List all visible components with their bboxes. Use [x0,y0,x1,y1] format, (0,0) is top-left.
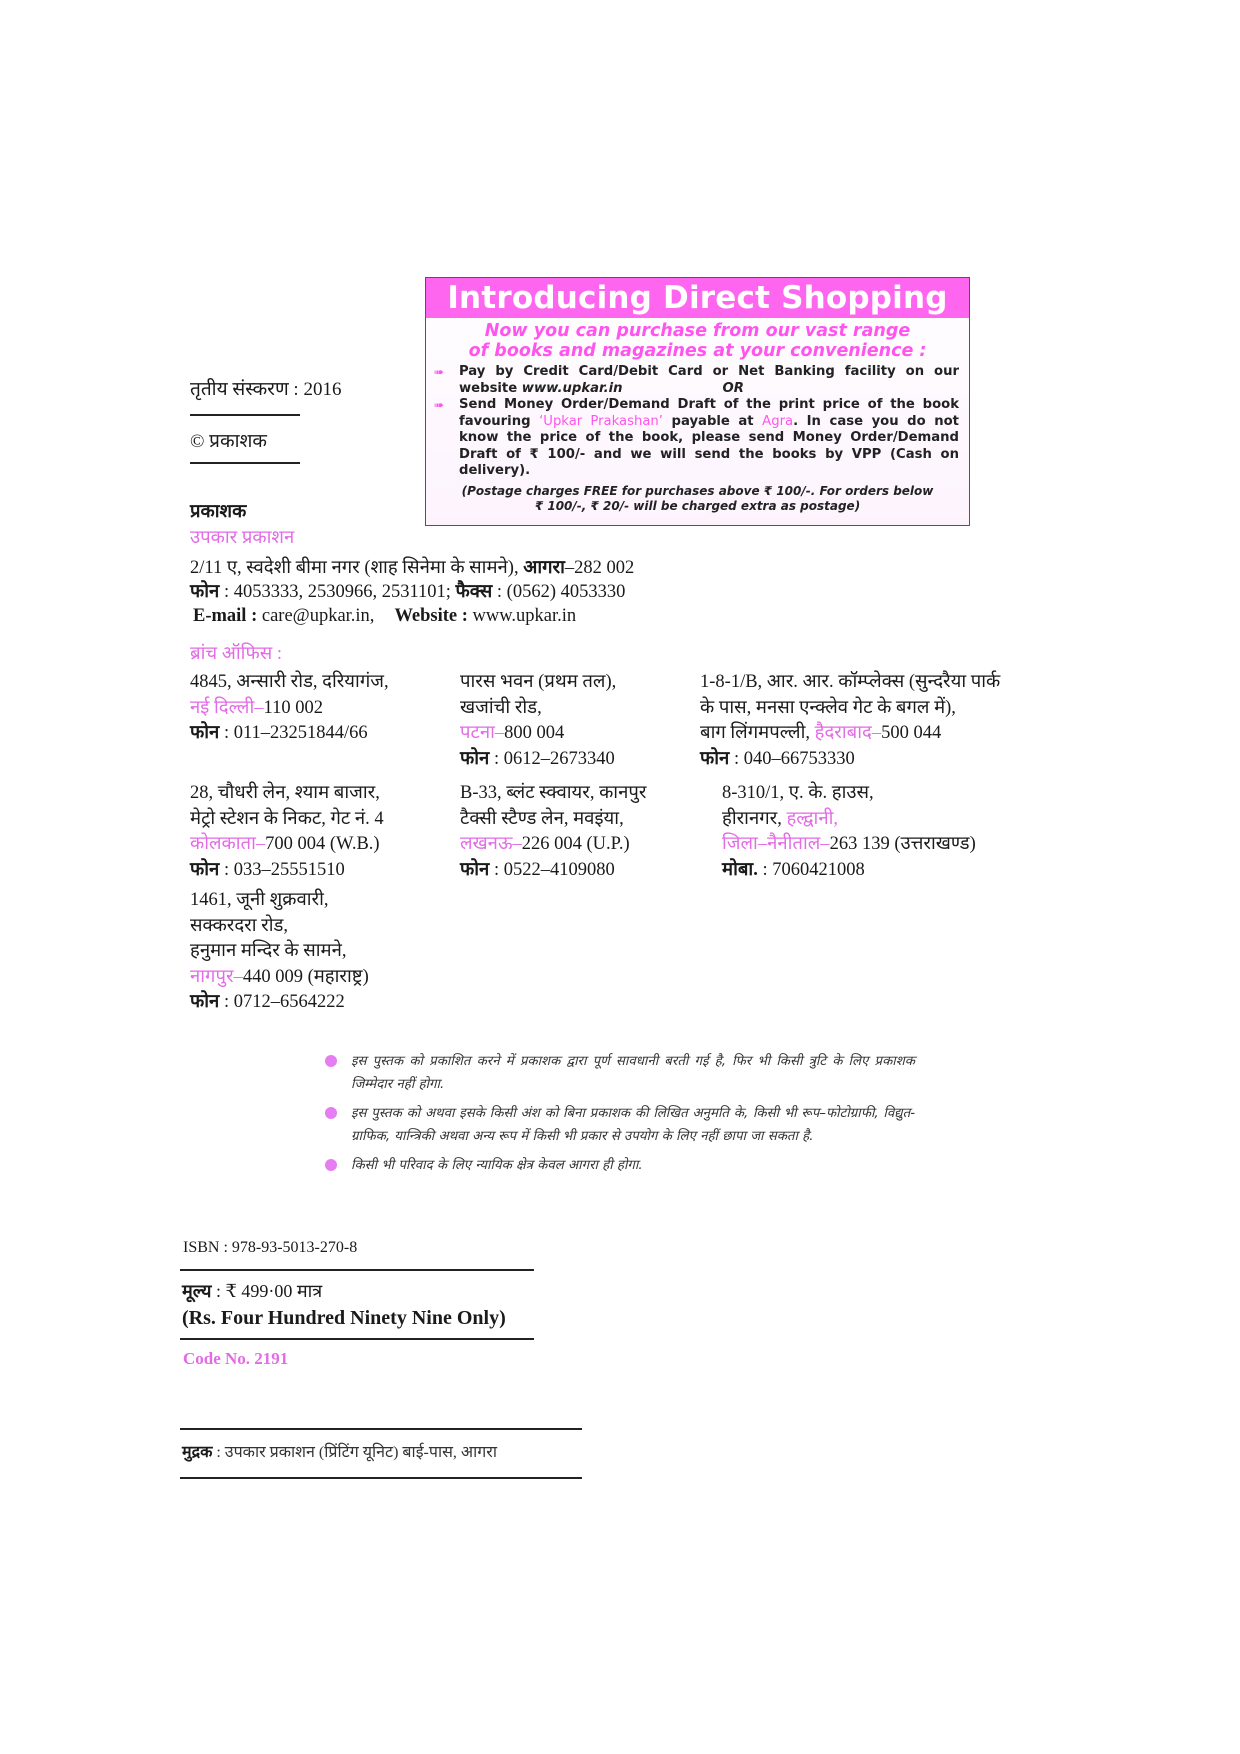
promo-item-money-order [434,397,959,480]
bullet-icon [325,1107,337,1119]
email-label: E-mail : [193,606,258,626]
postage-note-line1: (Postage charges FREE for purchases above ₹ 100/-. For orders below [461,483,934,498]
price-value: : ₹ 499·00 मात्र [211,1281,323,1301]
branch-phone [460,858,646,884]
disclaimer-item [325,1102,915,1148]
phone-label: फोन [190,859,220,880]
branch-phone [190,721,389,747]
phone-value: : 0712–6564222 [219,992,345,1012]
publisher-contact [193,604,576,629]
branch-city: पटना– [460,723,505,743]
branch-city: हल्द्वानी, [786,808,839,829]
publisher-address [190,556,634,581]
branch-pin: 800 004 [504,723,565,743]
promo-item-card [434,364,959,397]
branch-locality: बाग लिंगमपल्ली, [700,723,815,743]
phone-value: : 011–23251844/66 [219,723,368,743]
bullet-icon [325,1055,337,1067]
website-link[interactable]: www.upkar.in [521,380,623,396]
branch-heading: ब्रांच ऑफिस : [190,644,282,664]
branch-city: कोलकाता– [190,834,266,854]
publisher-name: उपकार प्रकाशन [190,528,295,548]
phone-label: फोन [190,992,220,1012]
fax-label: फैक्स [455,582,493,602]
code-number: Code No. 2191 [183,1349,289,1368]
branch-address-line: मेट्रो स्टेशन के निकट, गेट नं. 4 [190,808,384,829]
branch-city-line [190,696,389,722]
branch-address-line: सक्करदरा रोड, [190,915,289,936]
branch-haldwani [722,781,976,883]
phone-value: : 033–25551510 [219,859,345,880]
publisher-label: प्रकाशक [190,502,247,522]
arrow-icon: ➠ [434,398,445,412]
phone-value: : 4053333, 2530966, 2531101; [219,582,456,602]
promo-item2-text2: payable at [662,413,763,429]
branch-city-line [722,832,976,858]
phone-label: फोन [190,723,220,743]
payable-city: Agra [762,413,794,429]
divider [190,462,300,464]
divider [180,1428,582,1430]
branch-city-line [460,721,616,747]
divider [180,1477,582,1479]
promo-item1-text: Pay by Credit Card/Debit Card or Net Banking facility on our website [459,364,959,396]
phone-label: फोन [460,748,490,769]
address-pin: –282 002 [564,558,635,578]
direct-shopping-box [425,277,970,526]
branch-address-line: 4845, अन्सारी रोड, दरियागंज, [190,672,389,692]
branch-delhi [190,670,389,747]
branch-address-line: 1-8-1/B, आर. आर. कॉम्प्लेक्स (सुन्दरैया पार्क [700,672,1001,692]
branch-phone [190,990,369,1016]
branch-address-line: 1461, जूनी शुक्रवारी, [190,890,329,910]
disclaimer-list [325,1050,915,1183]
branch-phone [700,747,1000,773]
branch-hyderabad [700,670,1000,772]
branch-city-line [190,965,369,991]
printer-label: मुद्रक [182,1444,213,1461]
branch-nagpur [190,888,369,1016]
branch-lucknow [460,781,646,883]
address-city: आगरा [523,558,565,578]
or-label: OR [722,380,744,396]
promo-list [434,364,959,480]
arrow-icon: ➠ [434,365,445,379]
branch-city: नई दिल्ली– [190,697,264,718]
branch-phone [722,858,976,884]
postage-note [426,484,969,514]
publisher-phone [190,580,625,605]
branch-city-line [190,832,384,858]
branch-city-line [700,721,1000,747]
phone-value: : 0612–2673340 [489,748,615,769]
disclaimer-item [325,1154,915,1177]
branch-pin: 263 139 (उत्तराखण्ड) [829,834,976,854]
favour-name: ‘Upkar Prakashan’ [539,413,663,429]
branch-address-line: खजांची रोड, [460,697,542,718]
website-label: Website : [394,606,468,626]
printer-value: : उपकार प्रकाशन (प्रिंटिंग यूनिट) बाई-पास, आगरा [212,1444,497,1461]
promo-title: Introducing Direct Shopping [426,278,969,318]
branch-locality: हीरानगर, [722,808,787,829]
branch-address-line: 8-310/1, ए. के. हाउस, [722,783,874,803]
branch-phone [190,858,384,884]
branch-pin: 440 009 (महाराष्ट्र) [242,966,369,987]
bullet-icon [325,1159,337,1171]
branch-address-line: हनुमान मन्दिर के सामने, [190,941,347,961]
branch-city: नागपुर– [190,966,243,987]
branch-patna [460,670,616,772]
price-in-words: (Rs. Four Hundred Ninety Nine Only) [182,1307,506,1329]
phone-value: : 0522–4109080 [489,859,615,880]
branch-kolkata [190,781,384,883]
edition-text: तृतीय संस्करण : 2016 [190,379,342,400]
price [182,1280,322,1302]
disclaimer-text: इस पुस्तक को अथवा इसके किसी अंश को बिना प्रकाशक की लिखित अनुमति के, किसी भी रूप–फोटोग्राफी, विद्युत-ग्राफिक, यान्त्रिकी अथवा अन्य रूप में किसी भी प्रकार से उपयोग के लिए नहीं छापा जा सकता है. [351,1106,915,1144]
branch-phone [460,747,616,773]
address-text: 2/11 ए, स्वदेशी बीमा नगर (शाह सिनेमा के सामने), [190,558,524,578]
branch-pin: 500 044 [881,723,942,743]
phone-label: फोन [460,859,490,880]
branch-city: लखनऊ– [460,834,522,854]
divider [180,1269,534,1271]
postage-note-line2: ₹ 100/-, ₹ 20/- will be charged extra as postage) [534,498,861,513]
phone-value: : 040–66753330 [729,748,855,769]
phone-label: फोन [190,582,220,602]
branch-pin: 700 004 (W.B.) [265,834,380,854]
branch-district: जिला–नैनीताल– [722,834,830,854]
promo-subtitle-line2: of books and magazines at your convenience : [468,341,927,361]
phone-value: : 7060421008 [757,859,865,880]
branch-address-line: 28, चौधरी लेन, श्याम बाजार, [190,783,380,803]
divider [180,1338,534,1340]
disclaimer-item [325,1050,915,1096]
divider [190,414,300,416]
promo-item2-text3: . In case you do not know the price of the book, please send Money Order/Demand Draft of ₹ 100/- and we will send the books by VPP (Cash on delivery). [459,413,959,478]
copyright-text: © प्रकाशक [190,431,268,452]
branch-locality-line [722,807,976,833]
mobile-label: मोबा. [722,859,758,880]
branch-address-line: टैक्सी स्टैण्ड लेन, मवइंया, [460,808,624,829]
branch-address-line: B-33, ब्लंट स्क्वायर, कानपुर [460,783,647,803]
branch-pin: 226 004 (U.P.) [521,834,630,854]
branch-address-line: के पास, मनसा एन्क्लेव गेट के बगल में), [700,697,956,718]
promo-subtitle [426,321,969,361]
isbn: ISBN : 978-93-5013-270-8 [183,1239,358,1256]
website-link[interactable]: www.upkar.in [467,606,577,626]
branch-pin: 110 002 [263,697,323,718]
disclaimer-text: इस पुस्तक को प्रकाशित करने में प्रकाशक द्वारा पूर्ण सावधानी बरती गई है, फिर भी किसी त्रुटि के लिए प्रकाशक जिम्मेदार नहीं होगा. [351,1054,915,1092]
branch-city: हैदराबाद– [814,723,882,743]
phone-label: फोन [700,748,730,769]
email-link[interactable]: care@upkar.in, [257,606,375,626]
branch-city-line [460,832,646,858]
promo-subtitle-line1: Now you can purchase from our vast range [484,321,911,341]
printer-info [182,1442,497,1464]
promo-item2-text: Send Money Order/Demand Draft of the print price of the book favouring [459,397,959,429]
branch-address-line: पारस भवन (प्रथम तल), [460,672,617,692]
disclaimer-text: किसी भी परिवाद के लिए न्यायिक क्षेत्र केवल आगरा ही होगा. [351,1158,643,1173]
price-label: मूल्य [182,1281,212,1301]
fax-value: : (0562) 4053330 [492,582,626,602]
